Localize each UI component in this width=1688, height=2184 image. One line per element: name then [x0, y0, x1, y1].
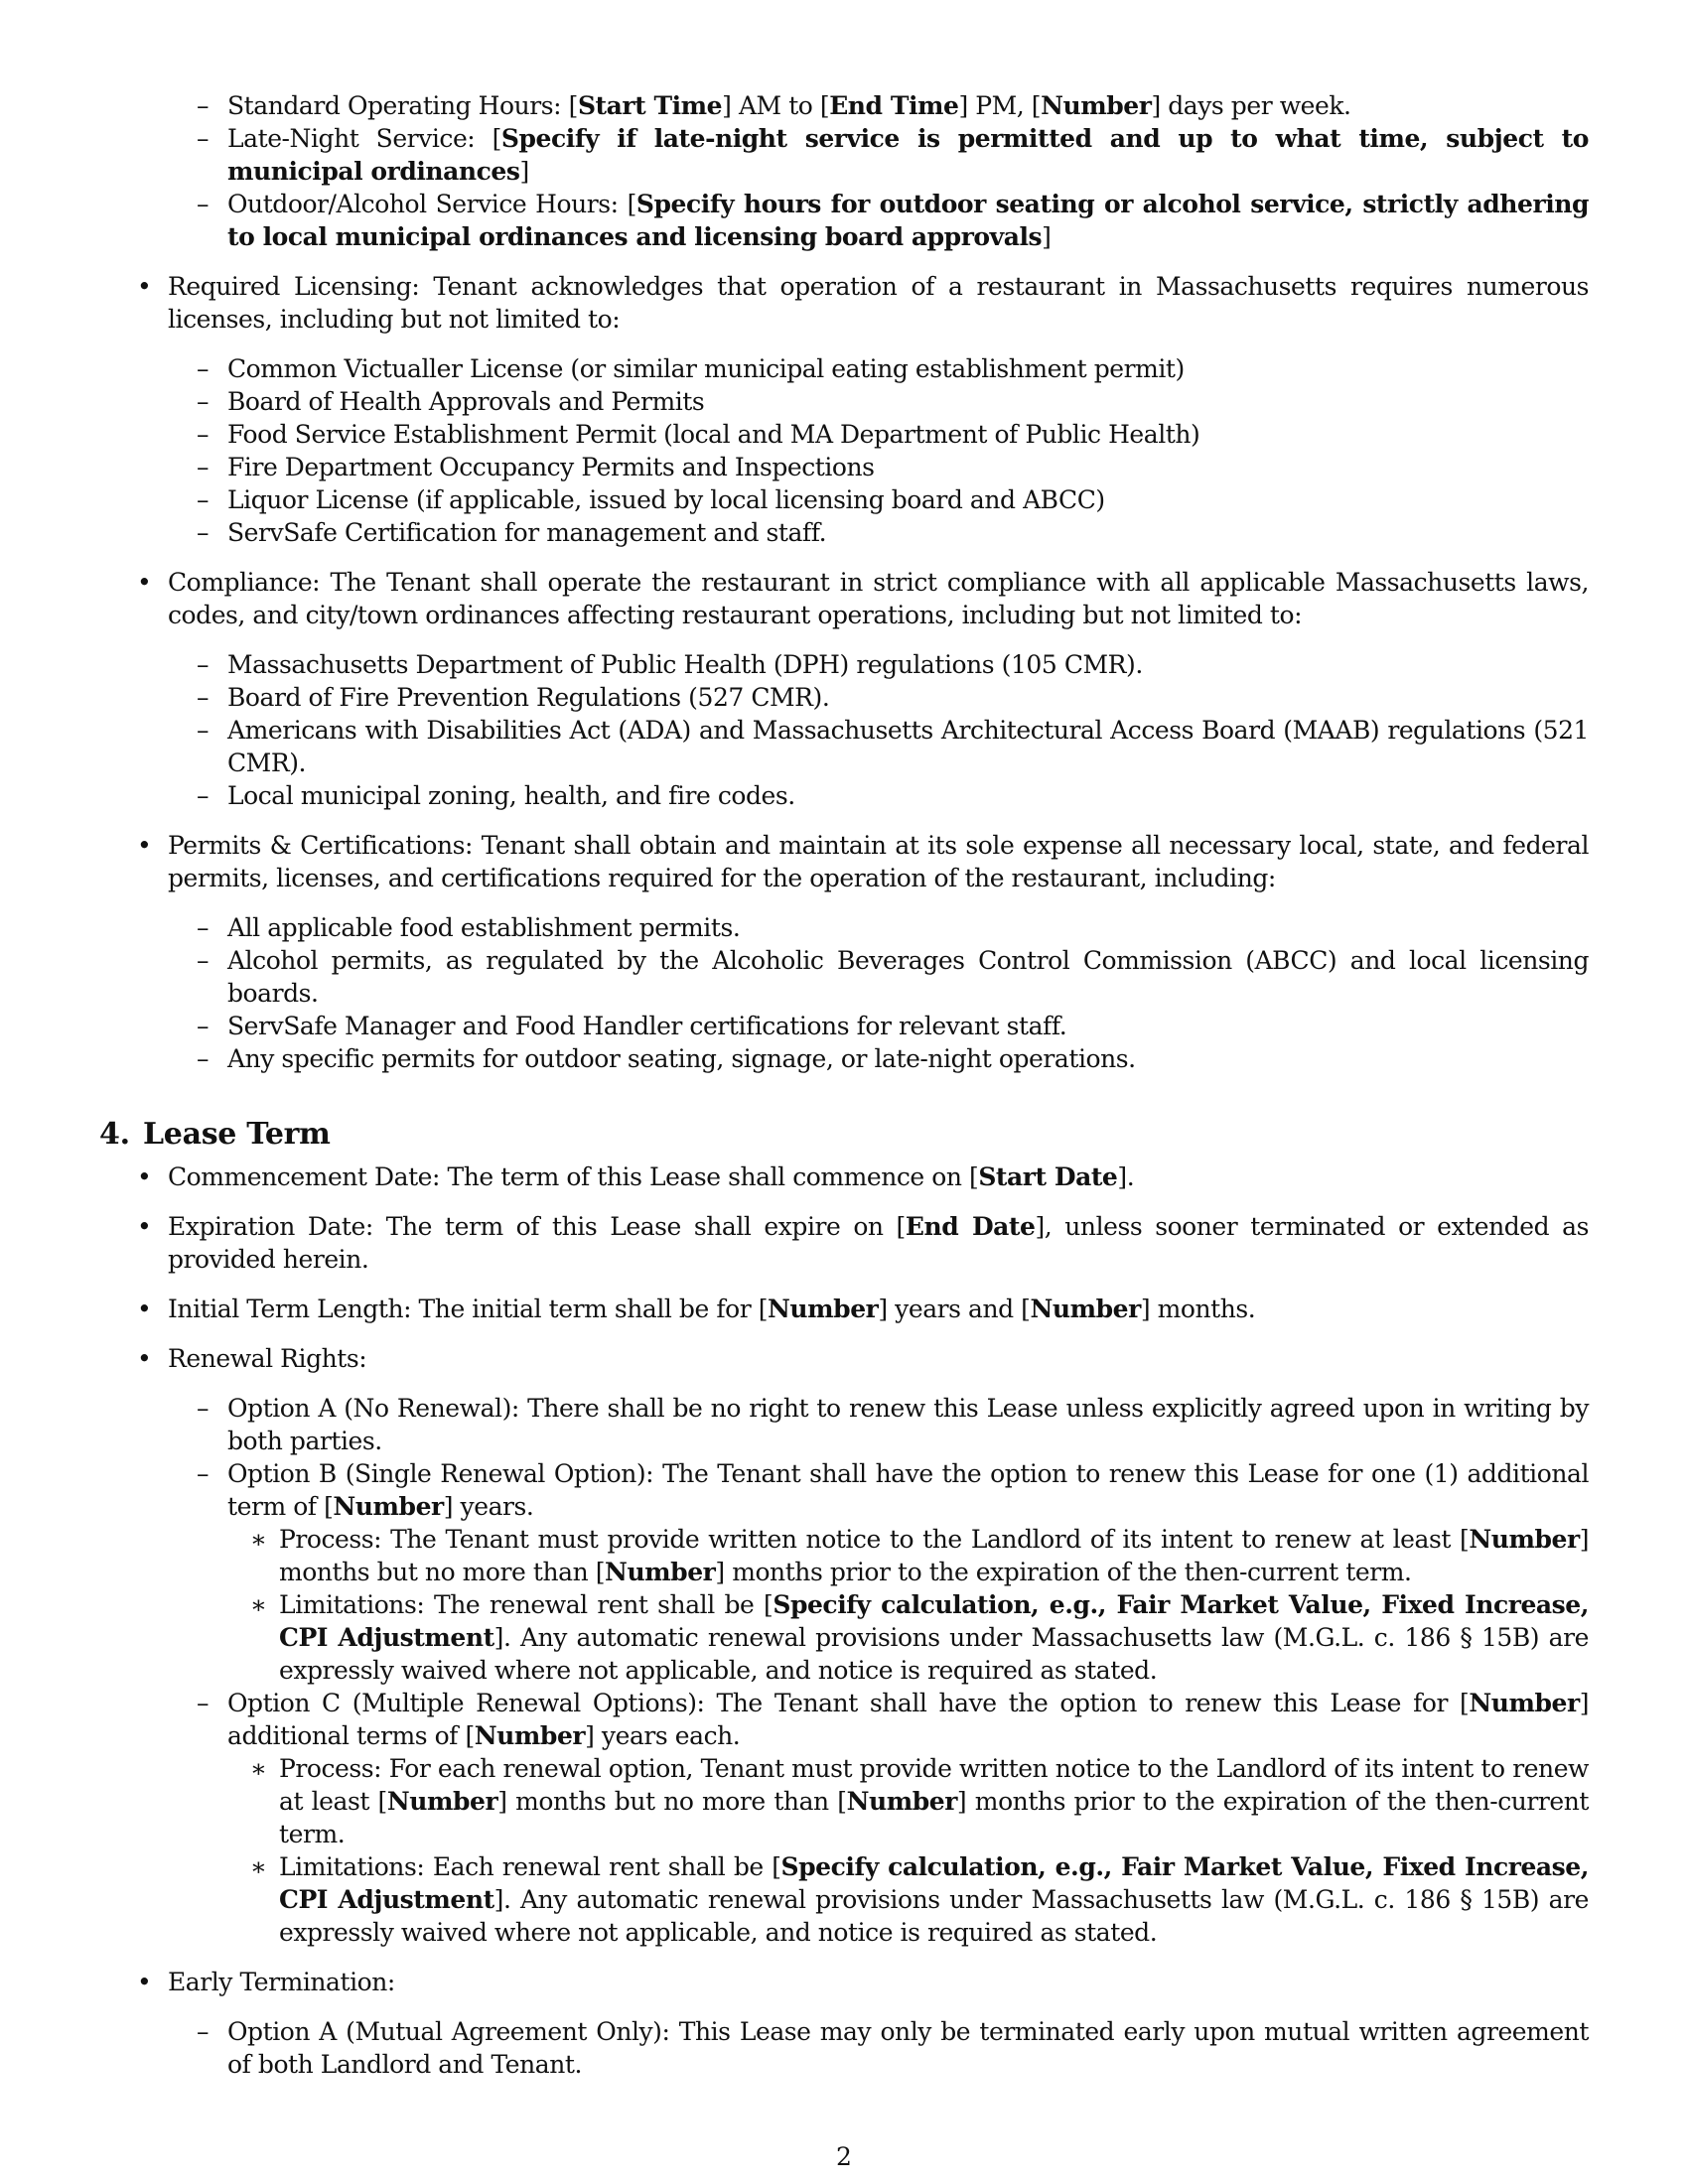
- list-item: ∗ Limitations: The renewal rent shall be [Specify calculation, e.g., Fair Market Value, Fixed Increase, CPI Adjustment]. Any automatic renewal provisions under Massachusetts law (M.G.L. c. 186 § 15B) are expressly waived where not applicable, and notice is required as stated.: [250, 1590, 1589, 1685]
- list-item: – Massachusetts Department of Public Health (DPH) regulations (105 CMR).: [197, 650, 1143, 679]
- list-item: ∗ Process: The Tenant must provide written notice to the Landlord of its intent to renew at least [Number] months but no more than [Number] months prior to the expiration of the then-current term.: [250, 1525, 1589, 1586]
- initial-term-paragraph: • Initial Term Length: The initial term shall be for [Number] years and [Number] months.: [137, 1295, 1256, 1323]
- list-item: – Local municipal zoning, health, and fire codes.: [197, 781, 795, 810]
- renewal-rights-paragraph: • Renewal Rights:: [137, 1344, 367, 1373]
- list-item: – Option C (Multiple Renewal Options): The Tenant shall have the option to renew this Lease for [Number] additional terms of [Number] years each.: [197, 1689, 1589, 1750]
- section-title: Lease Term: [143, 1117, 331, 1152]
- expiration-paragraph: • Expiration Date: The term of this Lease shall expire on [End Date], unless sooner terminated or extended as provided herein.: [137, 1212, 1589, 1274]
- list-item: ∗ Process: For each renewal option, Tenant must provide written notice to the Landlord of its intent to renew at least [Number] months but no more than [Number] months prior to the expiration of the then-current term.: [250, 1754, 1590, 1848]
- compliance-list: [99, 648, 1589, 812]
- commencement-paragraph: • Commencement Date: The term of this Lease shall commence on [Start Date].: [137, 1162, 1135, 1191]
- list-item: – Option B (Single Renewal Option): The Tenant shall have the option to renew this Lease for one (1) additional term of [Number] years.: [197, 1459, 1589, 1521]
- list-item: – Common Victualler License (or similar municipal eating establishment permit): [197, 354, 1185, 383]
- list-item: – Outdoor/Alcohol Service Hours: [Specify hours for outdoor seating or alcohol service, strictly adhering to local municipal ordinances and licensing board approvals]: [197, 190, 1589, 251]
- list-item: – ServSafe Manager and Food Handler certifications for relevant staff.: [197, 1012, 1067, 1040]
- list-item: – Alcohol permits, as regulated by the Alcoholic Beverages Control Commission (ABCC) and local licensing boards.: [197, 946, 1589, 1008]
- licensing-paragraph: • Required Licensing: Tenant acknowledges that operation of a restaurant in Massachusetts requires numerous licenses, including but not limited to:: [137, 272, 1589, 334]
- page-number: 2: [836, 2142, 852, 2171]
- permits-paragraph: • Permits & Certifications: Tenant shall obtain and maintain at its sole expense all necessary local, state, and federal permits, licenses, and certifications required for the operation of the restaurant, including:: [137, 831, 1589, 892]
- list-item: – ServSafe Certification for management and staff.: [197, 518, 827, 547]
- list-item: – Board of Fire Prevention Regulations (527 CMR).: [197, 683, 830, 712]
- list-item: – Standard Operating Hours: [Start Time] AM to [End Time] PM, [Number] days per week.: [197, 91, 1351, 120]
- list-item: – Americans with Disabilities Act (ADA) and Massachusetts Architectural Access Board (MAAB) regulations (521 CMR).: [197, 716, 1589, 777]
- list-item: ∗ Limitations: Each renewal rent shall be [Specify calculation, e.g., Fair Market Value, Fixed Increase, CPI Adjustment]. Any automatic renewal provisions under Massachusetts law (M.G.L. c. 186 § 15B) are expressly waived where not applicable, and notice is required as stated.: [250, 1852, 1589, 1947]
- bullet-marker: •: [137, 831, 152, 860]
- list-item: – Liquor License (if applicable, issued by local licensing board and ABCC): [197, 485, 1105, 514]
- bullet-marker: •: [137, 272, 152, 301]
- dash-marker: –: [197, 124, 210, 153]
- list-item: – Food Service Establishment Permit (local and MA Department of Public Health): [197, 420, 1200, 449]
- list-item: – All applicable food establishment permits.: [197, 913, 741, 942]
- list-item: – Any specific permits for outdoor seating, signage, or late-night operations.: [197, 1044, 1136, 1073]
- licensing-list: [99, 352, 1589, 549]
- list-item: – Late-Night Service: [Specify if late-night service is permitted and up to what time, subject to municipal ordinances]: [197, 124, 1589, 186]
- early-termination-list: [99, 2015, 1589, 2081]
- dash-marker: –: [197, 190, 210, 218]
- compliance-paragraph: • Compliance: The Tenant shall operate the restaurant in strict compliance with all applicable Massachusetts laws, codes, and city/town ordinances affecting restaurant operations, including but not limited to:: [137, 568, 1589, 629]
- list-item: – Option A (Mutual Agreement Only): This Lease may only be terminated early upon mutual written agreement of both Landlord and Tenant.: [197, 2017, 1589, 2079]
- bullet-marker: •: [137, 568, 152, 597]
- renewal-options-list: [99, 1392, 1589, 1949]
- list-item: – Board of Health Approvals and Permits: [197, 387, 705, 416]
- section-number: 4.: [99, 1117, 130, 1152]
- document-page: [99, 89, 1589, 2081]
- permits-list: [99, 911, 1589, 1075]
- list-item: – Fire Department Occupancy Permits and Inspections: [197, 453, 875, 481]
- early-termination-paragraph: • Early Termination:: [137, 1968, 395, 1996]
- dash-marker: –: [197, 91, 210, 120]
- section-heading: [99, 1115, 1589, 1155]
- list-item: – Option A (No Renewal): There shall be no right to renew this Lease unless explicitly agreed upon in writing by both parties.: [197, 1394, 1589, 1455]
